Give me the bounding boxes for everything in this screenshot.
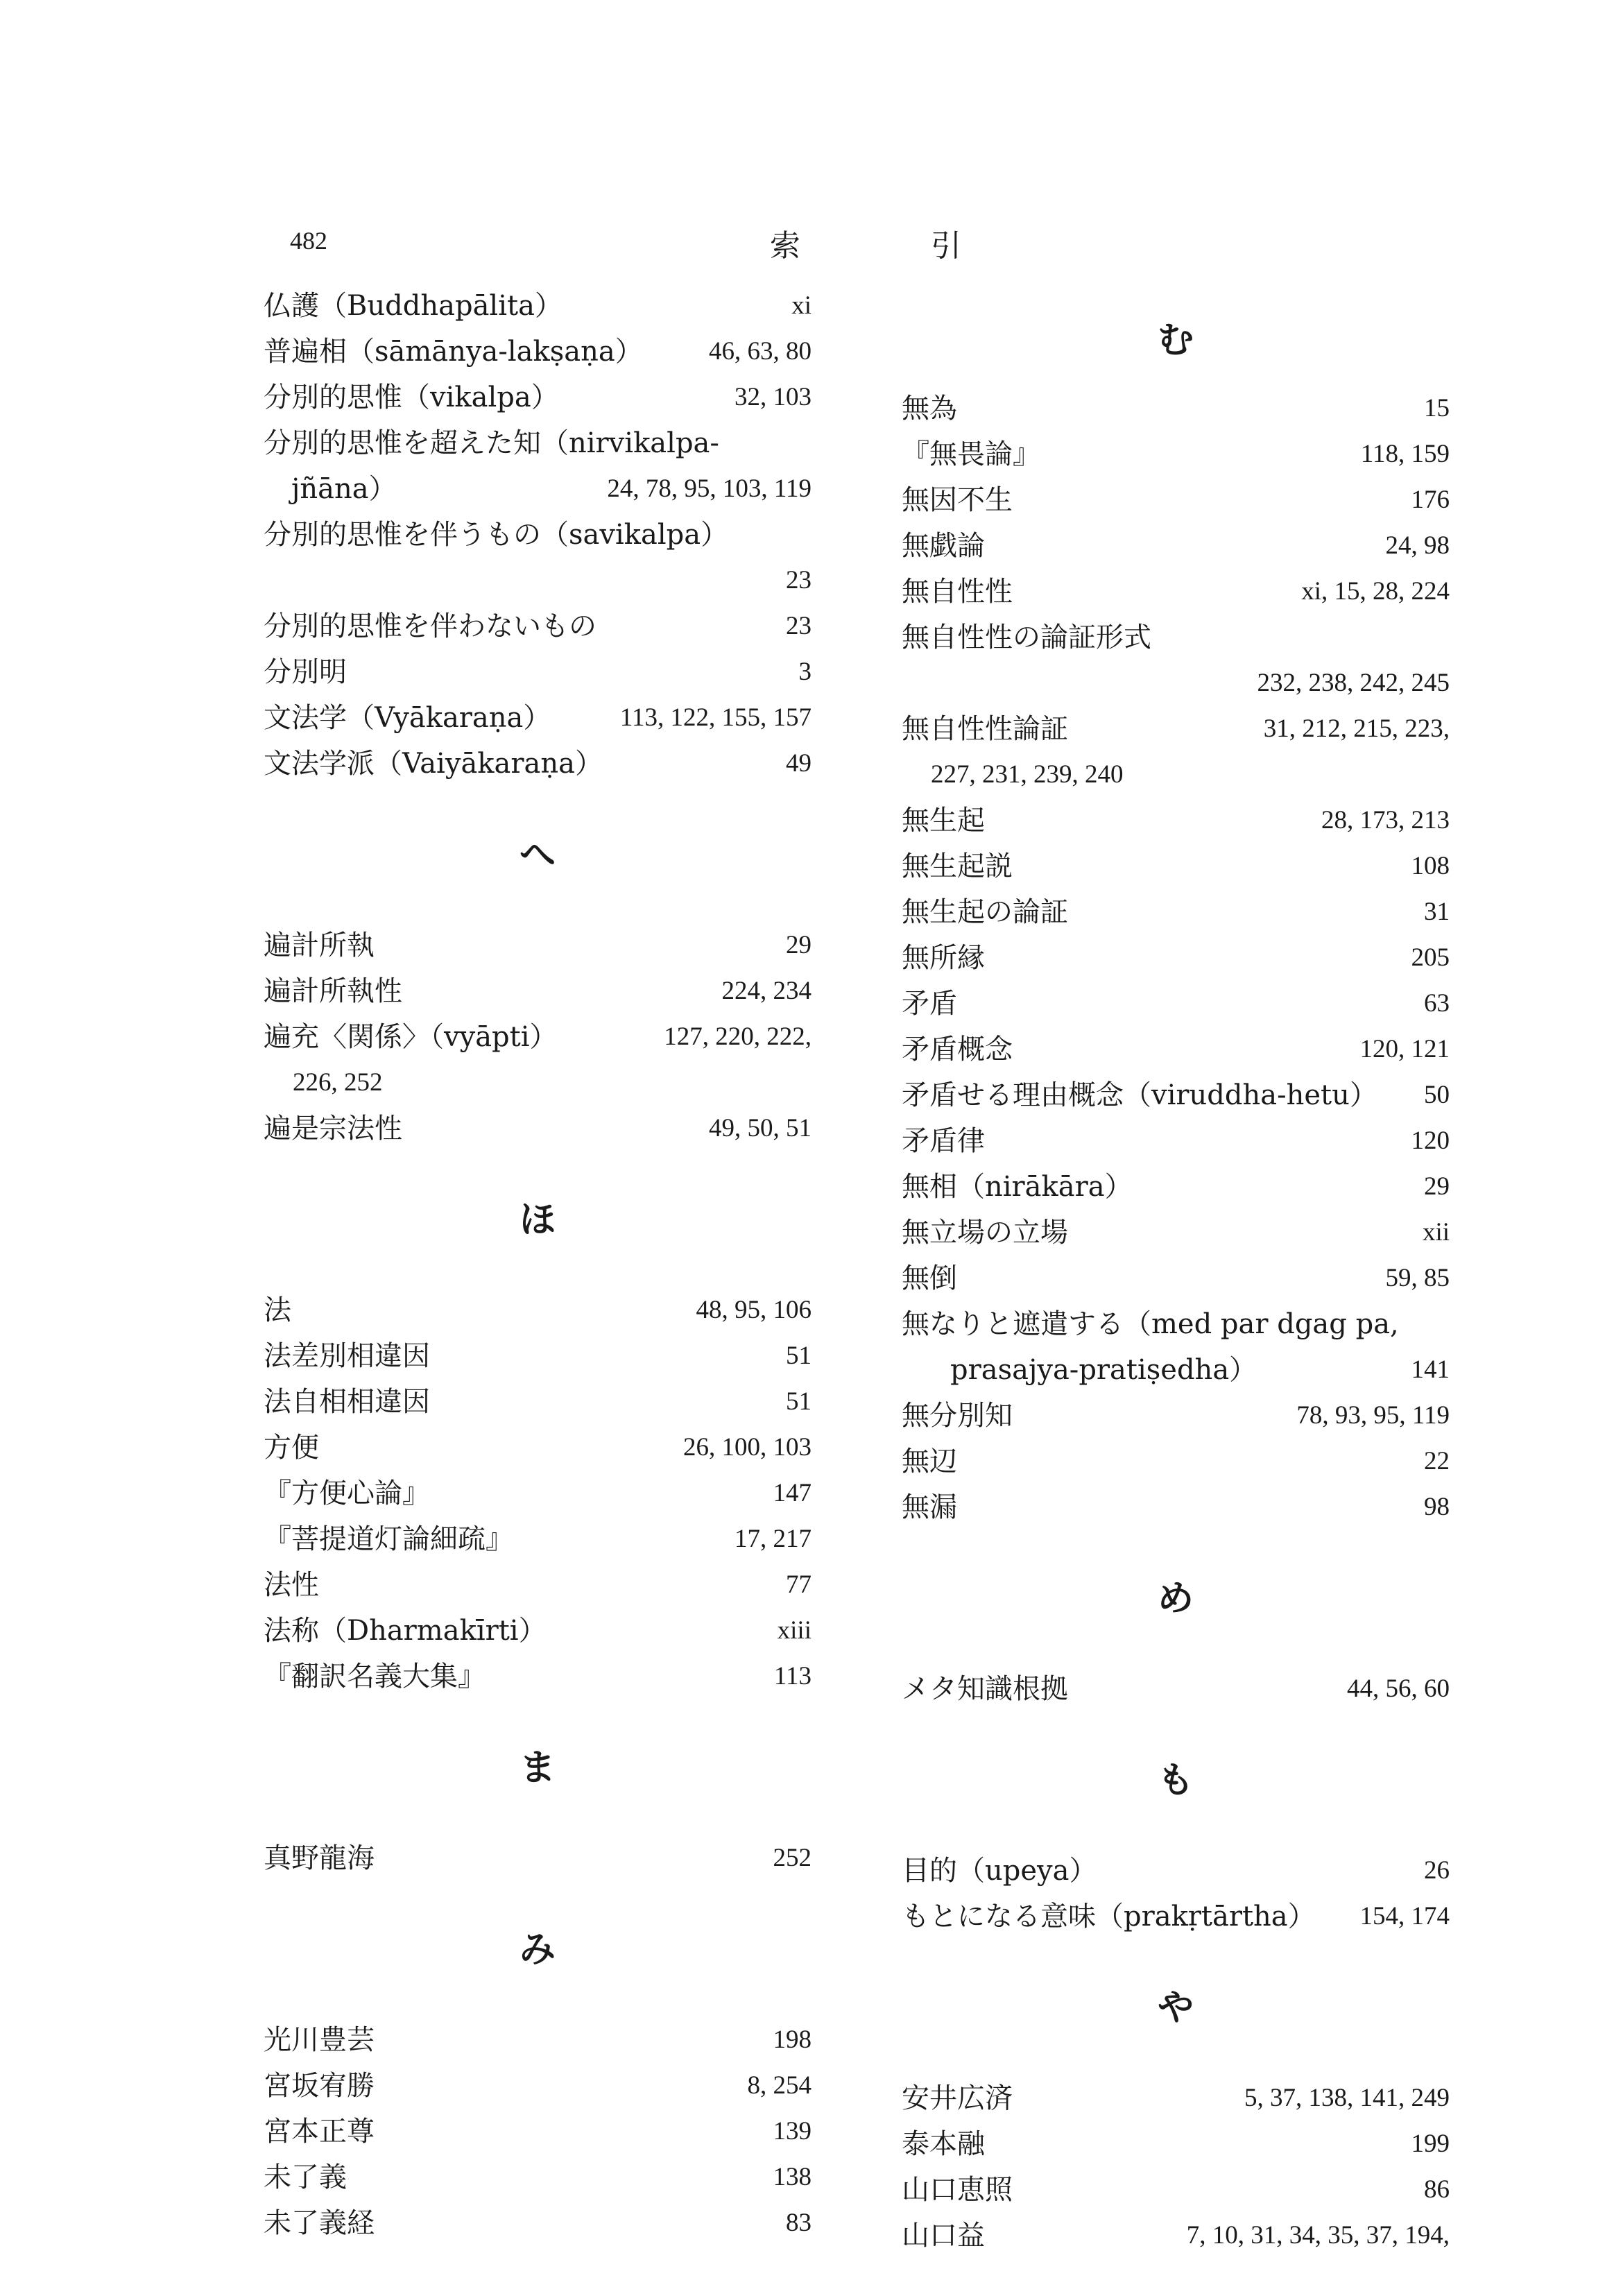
index-entry [902, 386, 1450, 431]
index-entry [902, 1848, 1450, 1894]
entry-pages: 29 [1424, 1172, 1450, 1201]
entry-term: 目的（upeya） [902, 1855, 1097, 1887]
index-entry [264, 1333, 812, 1379]
index-entry [264, 375, 812, 420]
section-heading-mu [902, 283, 1450, 386]
entry-term: prasajya-pratiṣedha） [950, 1354, 1257, 1386]
entry-pages: 108 [1411, 852, 1450, 880]
entry-pages: 205 [1411, 943, 1450, 972]
entry-term: 文法学（Vyākaraṇa） [264, 702, 551, 734]
entry-pages: 138 [773, 2163, 812, 2191]
entry-term: 分別明 [264, 656, 347, 688]
entry-term: 『無畏論』 [902, 438, 1040, 470]
entry-pages: 127, 220, 222, [664, 1022, 812, 1051]
entry-pages: 120 [1411, 1126, 1450, 1155]
index-entry [264, 512, 812, 558]
section-heading-label: へ [519, 834, 556, 876]
index-entry-continuation [264, 558, 812, 603]
entry-term: 仏護（Buddhapālita） [264, 290, 563, 322]
entry-term: 無分別知 [902, 1400, 1013, 1432]
entry-term: 遍充〈関係〉（vyāpti） [264, 1021, 558, 1053]
index-entry [902, 2075, 1450, 2121]
index-entry [264, 2063, 812, 2109]
entry-pages: 59, 85 [1385, 1264, 1450, 1292]
entry-pages: 147 [773, 1479, 812, 1507]
entry-pages: 232, 238, 242, 245 [1257, 669, 1450, 697]
entry-pages: 252 [773, 1844, 812, 1872]
index-entry [264, 1654, 812, 1699]
index-entry [902, 2121, 1450, 2167]
entry-term: 無自性性 [902, 576, 1013, 608]
entry-term: 無生起説 [902, 850, 1013, 882]
section-heading-ya [902, 1939, 1450, 2075]
index-entry [264, 695, 812, 741]
index-column-left [264, 283, 812, 2246]
entry-pages: 26 [1424, 1856, 1450, 1885]
entry-term: 未了義経 [264, 2207, 375, 2239]
section-heading-ho [264, 1151, 812, 1287]
entry-term: 未了義 [264, 2161, 347, 2193]
entry-term: 『翻訳名義大集』 [264, 1661, 486, 1693]
entry-pages: 120, 121 [1359, 1035, 1450, 1063]
entry-pages: 51 [786, 1342, 812, 1370]
entry-pages: 29 [786, 931, 812, 959]
entry-term: 方便 [264, 1432, 319, 1464]
entry-pages: 15 [1424, 394, 1450, 422]
entry-term: 無生起 [902, 805, 985, 837]
index-entry [264, 1379, 812, 1425]
entry-term: 安井広済 [902, 2082, 1013, 2114]
entry-term: 『方便心論』 [264, 1477, 430, 1509]
index-entry [264, 1608, 812, 1654]
index-entry [264, 741, 812, 787]
entry-pages: 98 [1424, 1493, 1450, 1521]
entry-term: 矛盾せる理由概念（viruddha-hetu） [902, 1079, 1377, 1111]
index-entry [902, 431, 1450, 477]
index-entry [264, 283, 812, 329]
entry-pages: 22 [1424, 1447, 1450, 1475]
entry-pages: 86 [1424, 2175, 1450, 2204]
page-header [0, 221, 1623, 262]
entry-pages: 77 [786, 1570, 812, 1599]
index-entry [902, 981, 1450, 1027]
entry-pages: 113 [773, 1662, 812, 1690]
entry-term: 山口恵照 [902, 2174, 1013, 2206]
entry-term: 無生起の論証 [902, 896, 1068, 928]
index-entry [902, 477, 1450, 523]
entry-pages: xi [791, 291, 812, 320]
entry-pages: xii [1422, 1218, 1450, 1246]
entry-pages: xiii [777, 1616, 812, 1645]
entry-pages: 226, 252 [293, 1068, 383, 1097]
index-entry [902, 889, 1450, 935]
entry-term: メタ知識根拠 [902, 1673, 1068, 1705]
section-heading-mi [264, 1881, 812, 2017]
index-entry [264, 1287, 812, 1333]
index-entry [264, 649, 812, 695]
entry-term: 遍計所執 [264, 929, 375, 961]
index-entry [902, 706, 1450, 752]
index-entry [264, 420, 812, 466]
index-entry-continuation [902, 660, 1450, 706]
entry-term: 分別的思惟（vikalpa） [264, 382, 559, 413]
entry-pages: xi, 15, 28, 224 [1301, 577, 1450, 606]
index-entry [902, 1393, 1450, 1439]
entry-pages: 141 [1411, 1355, 1450, 1384]
entry-term: 泰本融 [902, 2128, 985, 2160]
section-heading-label: ほ [519, 1199, 556, 1241]
section-heading-label: ま [519, 1747, 556, 1789]
index-entry [264, 2154, 812, 2200]
entry-pages: 31 [1424, 898, 1450, 926]
entry-term: 普遍相（sāmānya-lakṣaṇa） [264, 336, 643, 368]
entry-term: 無なりと遮遣する（med par dgag pa, [902, 1308, 1399, 1340]
entry-pages: 118, 159 [1360, 440, 1450, 468]
entry-pages: 198 [773, 2025, 812, 2054]
index-entry [264, 329, 812, 375]
entry-term: 遍是宗法性 [264, 1113, 402, 1145]
page-number: 482 [290, 227, 327, 255]
entry-term: 法自相相違因 [264, 1386, 430, 1418]
entry-term: 法称（Dharmakīrti） [264, 1615, 547, 1647]
entry-pages: 49, 50, 51 [709, 1114, 812, 1142]
index-entry [902, 1894, 1450, 1939]
entry-pages: 227, 231, 239, 240 [931, 760, 1124, 789]
index-entry-continuation [264, 1060, 812, 1106]
index-entry [264, 2109, 812, 2154]
entry-term: 矛盾概念 [902, 1034, 1013, 1065]
entry-term: 遍計所執性 [264, 975, 402, 1007]
index-entry [902, 1301, 1450, 1347]
index-entry [902, 935, 1450, 981]
index-entry [264, 1516, 812, 1562]
entry-pages: 5, 37, 138, 141, 249 [1244, 2084, 1450, 2112]
entry-term: 無戯論 [902, 530, 985, 562]
entry-term: 法 [264, 1294, 291, 1326]
index-entry [902, 1210, 1450, 1256]
page-title: 索 引 [770, 228, 1011, 264]
entry-term: 無為 [902, 393, 957, 425]
entry-term: 無因不生 [902, 484, 1013, 516]
index-entry [902, 2167, 1450, 2213]
entry-pages: 17, 217 [735, 1525, 812, 1553]
entry-term: 分別的思惟を伴わないもの [264, 610, 596, 642]
entry-pages: 48, 95, 106 [696, 1296, 812, 1324]
entry-term: もとになる意味（prakṛtārtha） [902, 1901, 1316, 1933]
index-entry [902, 1118, 1450, 1164]
entry-term: 宮本正尊 [264, 2116, 375, 2148]
index-entry [264, 1562, 812, 1608]
entry-pages: 44, 56, 60 [1347, 1674, 1450, 1703]
entry-pages: 46, 63, 80 [709, 337, 812, 366]
entry-term: 『菩提道灯論細疏』 [264, 1523, 513, 1555]
entry-pages: 199 [1411, 2130, 1450, 2158]
entry-term: 無立場の立場 [902, 1217, 1068, 1249]
index-entry [264, 923, 812, 968]
index-entry [902, 1666, 1450, 1712]
entry-term: 無自性性の論証形式 [902, 622, 1151, 653]
section-heading-mo [902, 1712, 1450, 1848]
entry-pages: 139 [773, 2117, 812, 2145]
entry-pages: 49 [786, 749, 812, 778]
entry-pages: 23 [786, 566, 812, 594]
entry-pages: 24, 98 [1385, 531, 1450, 560]
index-entry-continuation [264, 466, 812, 512]
index-entry [264, 1014, 812, 1060]
entry-term: 無所縁 [902, 942, 985, 974]
entry-term: 分別的思惟を超えた知（nirvikalpa- [264, 427, 719, 459]
entry-term: 無倒 [902, 1262, 957, 1294]
index-entry [902, 1484, 1450, 1530]
index-entry [902, 1072, 1450, 1118]
entry-term: 光川豊芸 [264, 2024, 375, 2056]
index-entry [902, 1164, 1450, 1210]
index-entry [264, 603, 812, 649]
index-entry [902, 1256, 1450, 1301]
entry-pages: 26, 100, 103 [683, 1433, 812, 1462]
section-heading-label: み [519, 1928, 556, 1971]
entry-term: 文法学派（Vaiyākaraṇa） [264, 748, 603, 780]
entry-term: 無辺 [902, 1446, 957, 1477]
entry-pages: 78, 93, 95, 119 [1296, 1401, 1450, 1430]
index-entry [902, 615, 1450, 660]
entry-pages: 51 [786, 1387, 812, 1416]
entry-pages: 28, 173, 213 [1321, 806, 1450, 834]
index-entry [902, 798, 1450, 843]
index-entry [264, 2017, 812, 2063]
entry-pages: 31, 212, 215, 223, [1263, 714, 1450, 743]
section-heading-ma [264, 1699, 812, 1835]
section-heading-label: む [1157, 319, 1194, 361]
index-entry [902, 1439, 1450, 1484]
section-heading-he [264, 787, 812, 923]
entry-pages: 154, 174 [1359, 1902, 1450, 1930]
entry-term: 宮坂宥勝 [264, 2070, 375, 2102]
entry-pages: 23 [786, 612, 812, 640]
entry-term: 真野龍海 [264, 1842, 375, 1874]
entry-term: 無漏 [902, 1491, 957, 1523]
section-heading-label: も [1157, 1759, 1194, 1801]
section-heading-label: や [1157, 1987, 1194, 2029]
entry-pages: 176 [1411, 486, 1450, 514]
entry-term: 山口益 [902, 2220, 985, 2252]
entry-term: jñāna） [291, 473, 397, 505]
entry-pages: 7, 10, 31, 34, 35, 37, 194, [1186, 2221, 1450, 2250]
index-entry [264, 2200, 812, 2246]
entry-pages: 113, 122, 155, 157 [619, 703, 812, 732]
entry-term: 法差別相違因 [264, 1340, 430, 1372]
entry-term: 矛盾 [902, 988, 957, 1020]
index-entry [902, 2213, 1450, 2259]
section-heading-label: め [1157, 1577, 1194, 1620]
entry-term: 矛盾律 [902, 1125, 985, 1157]
entry-term: 無相（nirākāra） [902, 1171, 1133, 1203]
index-entry [902, 1027, 1450, 1072]
entry-pages: 32, 103 [735, 383, 812, 411]
index-entry [902, 843, 1450, 889]
section-heading-me [902, 1530, 1450, 1666]
entry-pages: 24, 78, 95, 103, 119 [607, 474, 812, 503]
entry-pages: 224, 234 [721, 977, 812, 1005]
entry-term: 法性 [264, 1569, 319, 1601]
index-entry [902, 569, 1450, 615]
entry-pages: 8, 254 [747, 2071, 812, 2100]
index-entry-continuation [902, 752, 1450, 798]
entry-pages: 83 [786, 2209, 812, 2237]
index-entry [264, 968, 812, 1014]
entry-term: 無自性性論証 [902, 713, 1068, 745]
entry-pages: 50 [1424, 1081, 1450, 1109]
index-entry [264, 1835, 812, 1881]
index-entry [264, 1425, 812, 1471]
index-entry-continuation [902, 1347, 1450, 1393]
entry-pages: 63 [1424, 989, 1450, 1018]
entry-pages: 3 [798, 658, 812, 686]
index-entry [264, 1106, 812, 1151]
index-entry [264, 1471, 812, 1516]
entry-term: 分別的思惟を伴うもの（savikalpa） [264, 519, 729, 551]
index-column-right [902, 283, 1450, 2259]
index-entry [902, 523, 1450, 569]
